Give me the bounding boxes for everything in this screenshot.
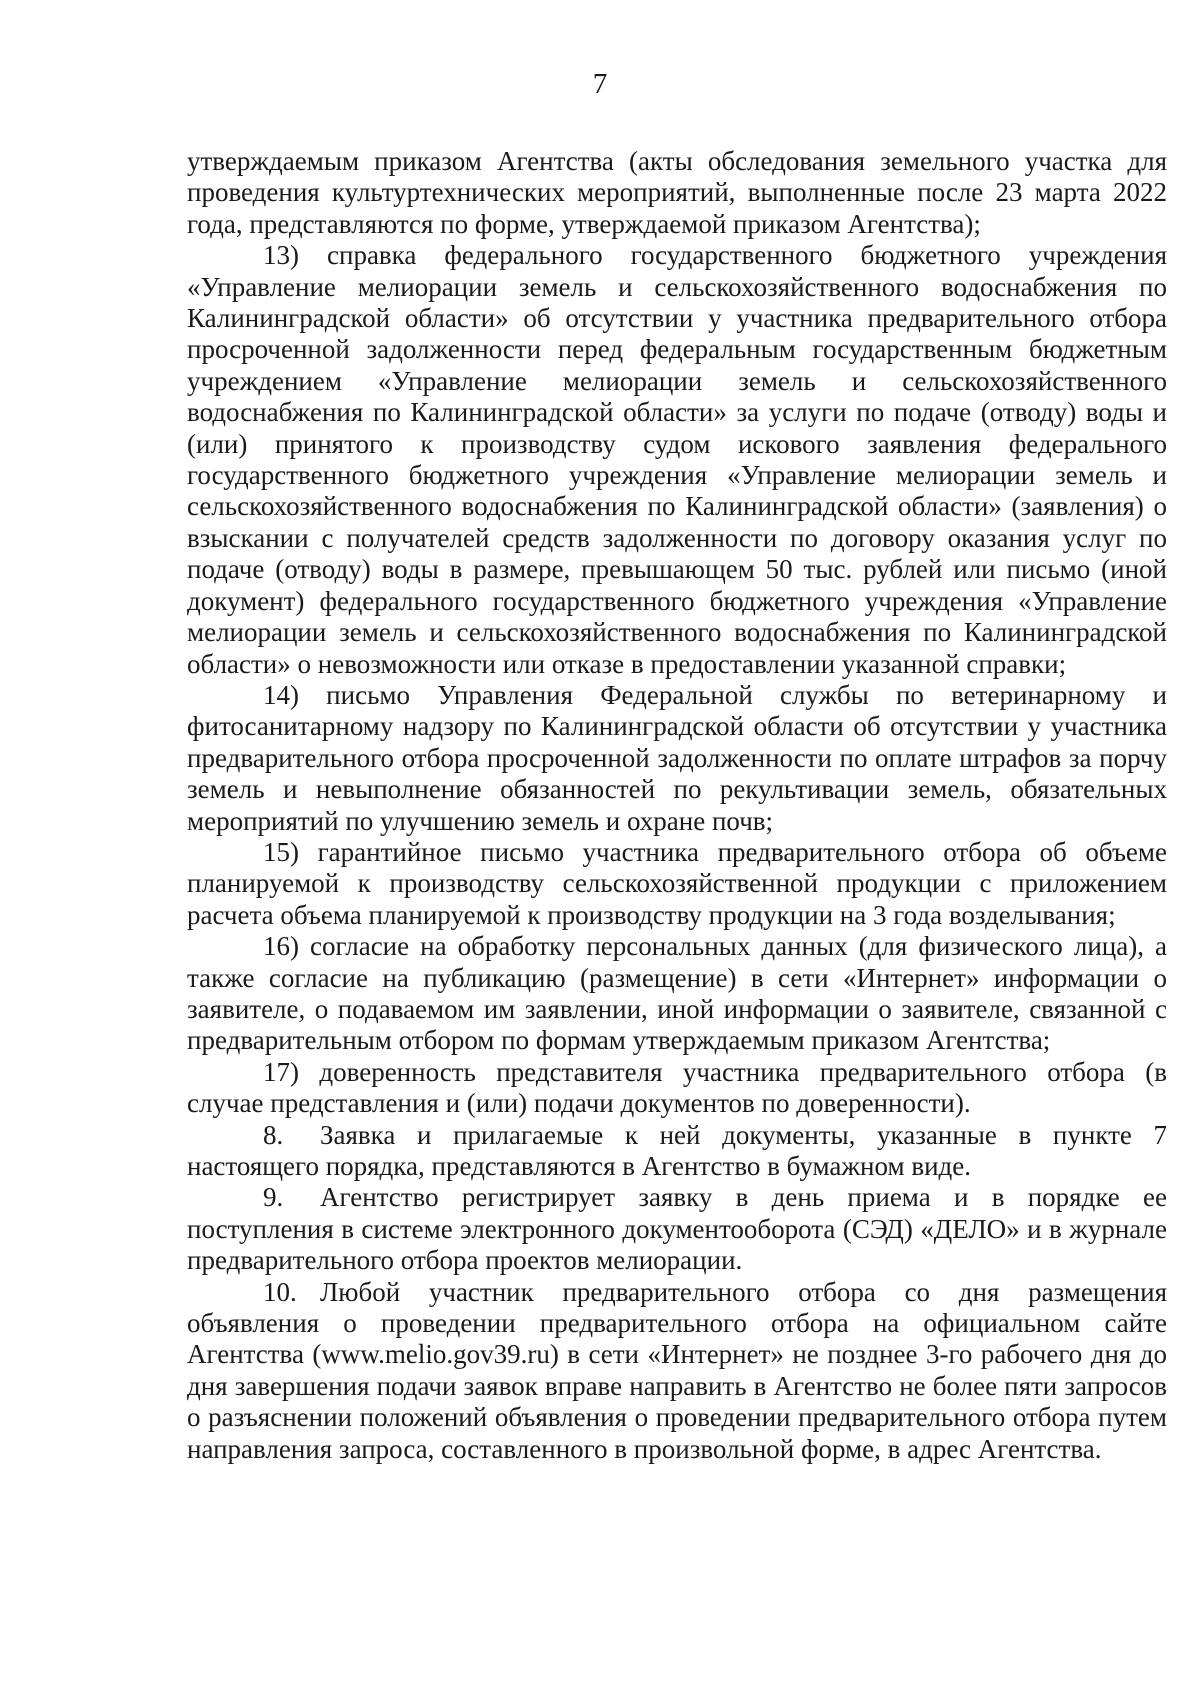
- paragraph-item-16: 16) согласие на обработку персональных данных (для физического лица), а также согласие на публикацию (размещение) в сети «Интернет» информации о заявителе, о подаваемом им заявлении, иной информации о заявителе, связанной с предварительным отбором по формам утверждаемым приказом Агентства;: [187, 931, 1167, 1056]
- paragraph-clause-9: [187, 1182, 1167, 1276]
- paragraph-clause-10: [187, 1277, 1167, 1465]
- clause-text: Агентство регистрирует заявку в день приема и в порядке ее поступления в системе электронного документооборота (СЭД) «ДЕЛО» и в журнале предварительного отбора проектов мелиорации.: [187, 1182, 1167, 1276]
- paragraph-item-13: 13) справка федерального государственного бюджетного учреждения «Управление мелиорации земель и сельскохозяйственного водоснабжения по Калининградской области» об отсутствии у участника предварительного отбора просроченной задолженности перед федеральным государственным бюджетным учреждением «Управление мелиорации земель и сельскохозяйственного водоснабжения по Калининградской области» за услуги по подаче (отводу) воды и (или) принятого к производству судом искового заявления федерального государственного бюджетного учреждения «Управление мелиорации земель и сельскохозяйственного водоснабжения по Калининградской области» (заявления) о взыскании с получателей средств задолженности по договору оказания услуг по подаче (отводу) воды в размере, превышающем 50 тыс. рублей или письмо (иной документ) федерального государственного бюджетного учреждения «Управление мелиорации земель и сельскохозяйственного водоснабжения по Калининградской области» о невозможности или отказе в предоставлении указанной справки;: [187, 240, 1167, 679]
- paragraph-item-14: 14) письмо Управления Федеральной службы по ветеринарному и фитосанитарному надзору по Калининградской области об отсутствии у участника предварительного отбора просроченной задолженности по оплате штрафов за порчу земель и невыполнение обязанностей по рекультивации земель, обязательных мероприятий по улучшению земель и охране почв;: [187, 679, 1167, 836]
- clause-number: 8.: [263, 1119, 284, 1150]
- paragraph-continuation: утверждаемым приказом Агентства (акты обследования земельного участка для проведения культуртехнических мероприятий, выполненные после 23 марта 2022 года, представляются по форме, утверждаемой приказом Агентства);: [187, 146, 1167, 239]
- clause-text: Любой участник предварительного отбора со дня размещения объявления о проведении предварительного отбора на официальном сайте Агентства (www.melio.gov39.ru) в сети «Интернет» не позднее 3-го рабочего дня до дня завершения подачи заявок вправе направить в Агентство не более пяти запросов о разъяснении положений объявления о проведении предварительного отбора путем направления запроса, составленного в произвольной форме, в адрес Агентства.: [187, 1276, 1167, 1464]
- paragraph-item-15: 15) гарантийное письмо участника предварительного отбора об объеме планируемой к производству сельскохозяйственной продукции с приложением расчета объема планируемой к производству продукции на 3 года возделывания;: [187, 836, 1167, 930]
- document-body: [187, 146, 1167, 1465]
- paragraph-item-17: 17) доверенность представителя участника предварительного отбора (в случае представления и (или) подачи документов по доверенности).: [187, 1056, 1167, 1119]
- clause-number: 9.: [263, 1182, 284, 1213]
- paragraph-clause-8: [187, 1120, 1167, 1183]
- clause-text: Заявка и прилагаемые к ней документы, указанные в пункте 7 настоящего порядка, представляются в Агентство в бумажном виде.: [187, 1119, 1167, 1181]
- clause-number: 10.: [263, 1276, 297, 1307]
- page-number: 7: [592, 68, 608, 100]
